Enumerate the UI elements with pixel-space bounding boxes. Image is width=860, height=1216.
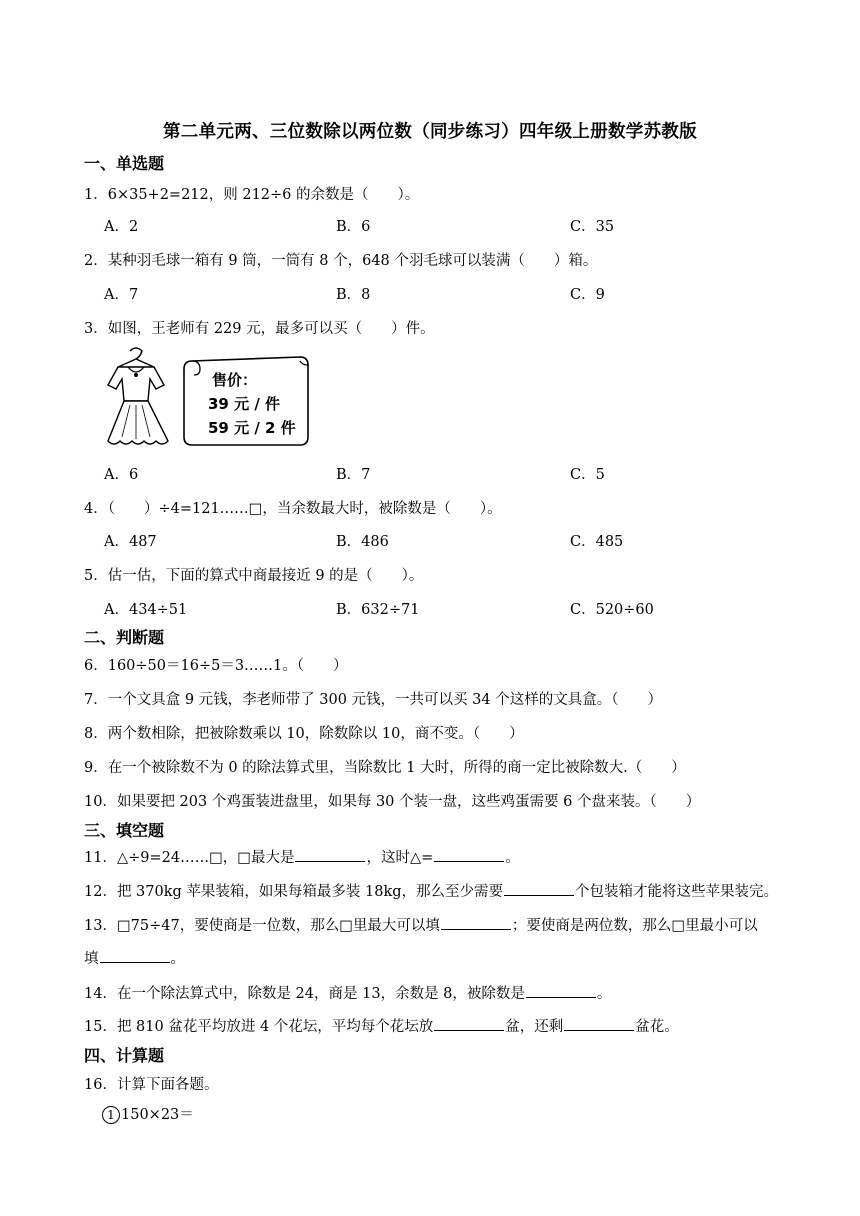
section-heading-true-false: 二、判断题 [84, 628, 165, 647]
q1-option-b: B．6 [336, 219, 371, 235]
q4-option-a: A．487 [104, 534, 157, 550]
q15-text-3: 盆花。 [635, 1019, 679, 1035]
q16-item-1 [102, 1103, 194, 1124]
q16-expression: 150×23＝ [121, 1107, 194, 1123]
question-6: 6．160÷50＝16÷5＝3……1。（ ） [84, 658, 348, 674]
circled-number: 1 [102, 1106, 120, 1124]
q13-text-4: 。 [170, 951, 185, 967]
question-11 [84, 846, 520, 867]
q4-option-c: C．485 [570, 534, 624, 550]
question-7: 7．一个文具盒 9 元钱，李老师带了 300 元钱，一共可以买 34 个这样的文具盒。（ ） [84, 692, 662, 708]
answer-blank[interactable] [441, 915, 511, 930]
question-2: 2．某种羽毛球一箱有 9 筒，一筒有 8 个，648 个羽毛球可以装满（ ）箱。 [84, 253, 598, 269]
section-heading-calculation: 四、计算题 [84, 1046, 165, 1065]
q1-option-a: A．2 [104, 219, 139, 235]
question-8: 8．两个数相除，把被除数乘以 10，除数除以 10，商不变。（ ） [84, 726, 524, 742]
q11-text-2: ，这时△= [366, 850, 434, 866]
q2-option-a: A．7 [104, 287, 139, 303]
price-single: 39 元 / 件 [208, 395, 281, 413]
q2-option-b: B．8 [336, 287, 371, 303]
q15-text-2: 盆，还剩 [505, 1019, 564, 1035]
q13-text-3: 填 [84, 951, 99, 967]
answer-blank[interactable] [434, 847, 504, 862]
price-label: 售价： [212, 371, 258, 389]
answer-blank[interactable] [526, 983, 596, 998]
q13-text-2: ；要使商是两位数，那么□里最小可以 [511, 918, 758, 934]
question-16: 16．计算下面各题。 [84, 1077, 219, 1093]
question-14 [84, 982, 611, 1003]
q2-option-c: C．9 [570, 287, 605, 303]
section-heading-fill-in: 三、填空题 [84, 821, 165, 840]
page-title: 第二单元两、三位数除以两位数（同步练习）四年级上册数学苏教版 [163, 122, 697, 142]
q12-text-1: 12．把 370kg 苹果装箱，如果每箱最多装 18kg，那么至少需要 [84, 884, 504, 900]
question-3: 3．如图，王老师有 229 元，最多可以买（ ）件。 [84, 321, 435, 337]
q5-option-a: A．434÷51 [104, 602, 188, 618]
answer-blank[interactable] [564, 1016, 634, 1031]
q5-option-b: B．632÷71 [336, 602, 420, 618]
question-9: 9．在一个被除数不为 0 的除法算式里，当除数比 1 大时，所得的商一定比被除数大.（ ） [84, 760, 686, 776]
q12-text-2: 个包装箱才能将这些苹果装完。 [575, 884, 779, 900]
q14-text-2: 。 [596, 986, 612, 1002]
answer-blank[interactable] [504, 881, 574, 896]
question-10: 10．如果要把 203 个鸡蛋装进盘里，如果每 30 个装一盘，这些鸡蛋需要 6 个盘来装。（ ） [84, 794, 701, 810]
q13-text-1: 13．□75÷47，要使商是一位数，那么□里最大可以填 [84, 918, 440, 934]
q3-option-c: C．5 [570, 467, 605, 483]
question-13 [84, 914, 758, 935]
q11-text-1: 11．△÷9=24……□，□最大是 [84, 850, 295, 866]
dress-icon [100, 345, 310, 453]
q15-text-1: 15．把 810 盆花平均放进 4 个花坛，平均每个花坛放 [84, 1019, 434, 1035]
price-double: 59 元 / 2 件 [208, 419, 296, 437]
question-12 [84, 880, 778, 901]
question-1: 1．6×35+2=212，则 212÷6 的余数是（ ）。 [84, 187, 420, 203]
question-15 [84, 1015, 679, 1036]
question-5: 5．估一估，下面的算式中商最接近 9 的是（ ）。 [84, 568, 424, 584]
dress-price-figure [100, 345, 310, 453]
question-13-continued [84, 947, 185, 968]
answer-blank[interactable] [434, 1016, 504, 1031]
section-heading-single-choice: 一、单选题 [84, 154, 165, 173]
answer-blank[interactable] [100, 948, 170, 963]
q3-option-a: A．6 [104, 467, 139, 483]
q11-text-3: 。 [505, 850, 520, 866]
q4-option-b: B．486 [336, 534, 389, 550]
q3-option-b: B．7 [336, 467, 371, 483]
q14-text-1: 14．在一个除法算式中，除数是 24，商是 13，余数是 8，被除数是 [84, 986, 525, 1002]
q5-option-c: C．520÷60 [570, 602, 654, 618]
question-4: 4．（ ）÷4=121……□，当余数最大时，被除数是（ ）。 [84, 501, 502, 517]
q1-option-c: C．35 [570, 219, 615, 235]
answer-blank[interactable] [295, 847, 365, 862]
